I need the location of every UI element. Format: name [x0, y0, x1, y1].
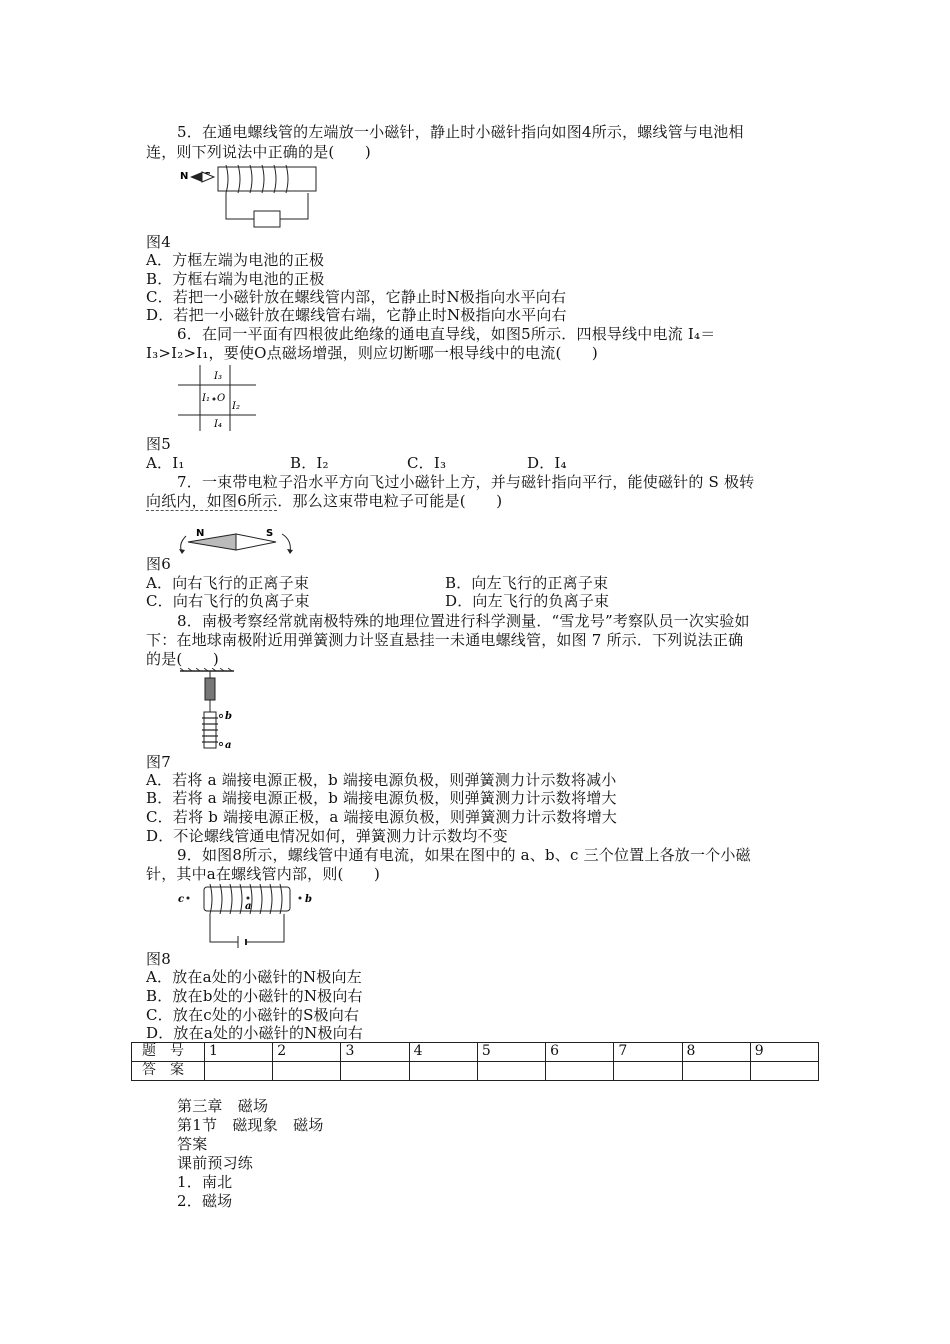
q6-option-d: D．I₄ — [527, 454, 567, 472]
q9-option-c: C．放在c处的小磁针的S极向右 — [146, 1006, 360, 1024]
q5-stem-line1: 5．在通电螺线管的左端放一小磁针，静止时小磁针指向如图4所示，螺线管与电池相 — [177, 123, 744, 141]
fig7-spring-scale — [205, 678, 215, 700]
answers-heading: 答案 — [177, 1135, 208, 1153]
q5-figure-caption: 图4 — [146, 233, 171, 251]
answer-table-number: 1 — [205, 1043, 273, 1062]
q6-stem-line1: 6．在同一平面有四根彼此绝缘的通电直导线，如图5所示．四根导线中电流 I₄＝ — [177, 325, 716, 343]
fig8-label-c: c — [178, 894, 185, 905]
q7-option-b: B．向左飞行的正离子束 — [445, 574, 609, 592]
q8-stem-line1: 8．南极考察经常就南极特殊的地理位置进行科学测量．“雪龙号”考察队员一次实验如 — [177, 612, 750, 630]
figure-4-solenoid-diagram — [176, 163, 326, 233]
figure-8-solenoid-diagram — [176, 884, 320, 950]
q9-option-b: B．放在b处的小磁针的N极向右 — [146, 987, 363, 1005]
q7-option-c: C．向右飞行的负离子束 — [146, 592, 310, 610]
fig7-label-b: b — [225, 711, 232, 722]
q7-underlined-phrase: 向纸内，如图6所示 — [146, 492, 278, 510]
fig4-battery-box — [254, 211, 280, 227]
q8-stem-line2: 下：在地球南极附近用弹簧测力计竖直悬挂一未通电螺线管，如图 7 所示．下列说法正确 — [146, 631, 744, 649]
q8-option-a: A．若将 a 端接电源正极，b 端接电源负极，则弹簧测力计示数将减小 — [146, 771, 617, 789]
q7-figure-caption: 图6 — [146, 555, 171, 573]
fig5-label-i2: I₂ — [232, 401, 240, 412]
q7-stem-line2-rest: ．那么这束带电粒子可能是( ) — [277, 492, 503, 510]
answer-table — [131, 1042, 819, 1081]
q5-option-a: A．方框左端为电池的正极 — [146, 251, 325, 269]
q6-figure-caption: 图5 — [146, 435, 171, 453]
answer-table-number: 6 — [546, 1043, 614, 1062]
answer-item-2: 2．磁场 — [177, 1192, 233, 1210]
answer-table-number: 3 — [341, 1043, 409, 1062]
fig4-needle-n: N — [180, 171, 189, 182]
answer-cell — [682, 1062, 750, 1081]
q9-figure-caption: 图8 — [146, 950, 171, 968]
fig4-solenoid-body — [218, 167, 316, 191]
q6-option-b: B．I₂ — [290, 454, 329, 472]
figure-5-wires-diagram — [176, 363, 258, 433]
answer-cell — [273, 1062, 341, 1081]
chapter-title: 第三章 磁场 — [177, 1097, 269, 1115]
q8-option-c: C．若将 b 端接电源正极，a 端接电源负极，则弹簧测力计示数将增大 — [146, 808, 618, 826]
answer-table-number: 8 — [682, 1043, 750, 1062]
answer-table-header-label: 题号 — [132, 1043, 205, 1062]
answer-table-header-row — [132, 1043, 819, 1062]
fig5-label-i4: I₄ — [214, 419, 222, 430]
q8-figure-caption: 图7 — [146, 753, 171, 771]
fig6-needle-n: N — [196, 528, 205, 539]
answer-table-answer-row — [132, 1062, 819, 1081]
figure-7-spring-scale-diagram — [178, 668, 238, 754]
fig8-label-a: a — [245, 901, 252, 912]
q5-option-b: B．方框右端为电池的正极 — [146, 270, 325, 288]
answer-cell — [477, 1062, 545, 1081]
answer-table-answer-label: 答案 — [132, 1062, 205, 1081]
fig6-needle-s: S — [266, 528, 274, 539]
section-title: 第1节 磁现象 磁场 — [177, 1116, 324, 1134]
answer-table-number: 9 — [750, 1043, 818, 1062]
q9-option-a: A．放在a处的小磁针的N极向左 — [146, 968, 362, 986]
q5-option-d: D．若把一小磁针放在螺线管右端，它静止时N极指向水平向右 — [146, 306, 567, 324]
q9-stem-line1: 9．如图8所示，螺线管中通有电流，如果在图中的 a、b、c 三个位置上各放一个小磁 — [177, 846, 751, 864]
q8-stem-line3: 的是( ) — [146, 650, 219, 668]
q7-option-a: A．向右飞行的正离子束 — [146, 574, 310, 592]
answer-cell — [409, 1062, 477, 1081]
answer-cell — [205, 1062, 273, 1081]
q8-option-b: B．若将 a 端接电源正极，b 端接电源负极，则弹簧测力计示数将增大 — [146, 789, 617, 807]
q8-option-d: D．不论螺线管通电情况如何，弹簧测力计示数均不变 — [146, 827, 508, 845]
answer-cell — [750, 1062, 818, 1081]
figure-6-needle-diagram — [174, 524, 300, 556]
answer-cell — [341, 1062, 409, 1081]
answer-cell — [614, 1062, 682, 1081]
fig8-label-b: b — [305, 894, 312, 905]
preview-heading: 课前预习练 — [177, 1154, 254, 1172]
fig4-coil-turns — [226, 165, 288, 193]
q5-stem-line2: 连，则下列说法中正确的是( ) — [146, 143, 371, 161]
q6-stem-line2: I₃>I₂>I₁，要使O点磁场增强，则应切断哪一根导线中的电流( ) — [146, 344, 598, 362]
answer-table-number: 2 — [273, 1043, 341, 1062]
q6-option-a: A．I₁ — [146, 454, 185, 472]
fig5-label-i3: I₃ — [214, 371, 222, 382]
q9-stem-line2: 针，其中a在螺线管内部，则( ) — [146, 865, 381, 883]
answer-table-number: 4 — [409, 1043, 477, 1062]
q9-option-d: D．放在a处的小磁针的N极向右 — [146, 1024, 364, 1042]
answer-cell — [546, 1062, 614, 1081]
fig5-label-o: O — [217, 393, 226, 404]
q7-stem-line2 — [146, 492, 502, 511]
q5-option-c: C．若把一小磁针放在螺线管内部，它静止时N极指向水平向右 — [146, 288, 567, 306]
answer-table-number: 7 — [614, 1043, 682, 1062]
q7-option-d: D．向左飞行的负离子束 — [445, 592, 610, 610]
fig7-label-a: a — [225, 740, 232, 751]
q7-stem-line1: 7．一束带电粒子沿水平方向飞过小磁针上方，并与磁针指向平行，能使磁针的 S 极转 — [177, 473, 755, 491]
answer-item-1: 1．南北 — [177, 1173, 233, 1191]
fig4-needle-shape — [190, 172, 202, 182]
fig5-point-o — [213, 398, 216, 401]
answer-table-number: 5 — [477, 1043, 545, 1062]
fig5-label-i1: I₁ — [202, 393, 210, 404]
q6-option-c: C．I₃ — [407, 454, 447, 472]
fig6-rotation-arrow-right — [282, 534, 290, 552]
